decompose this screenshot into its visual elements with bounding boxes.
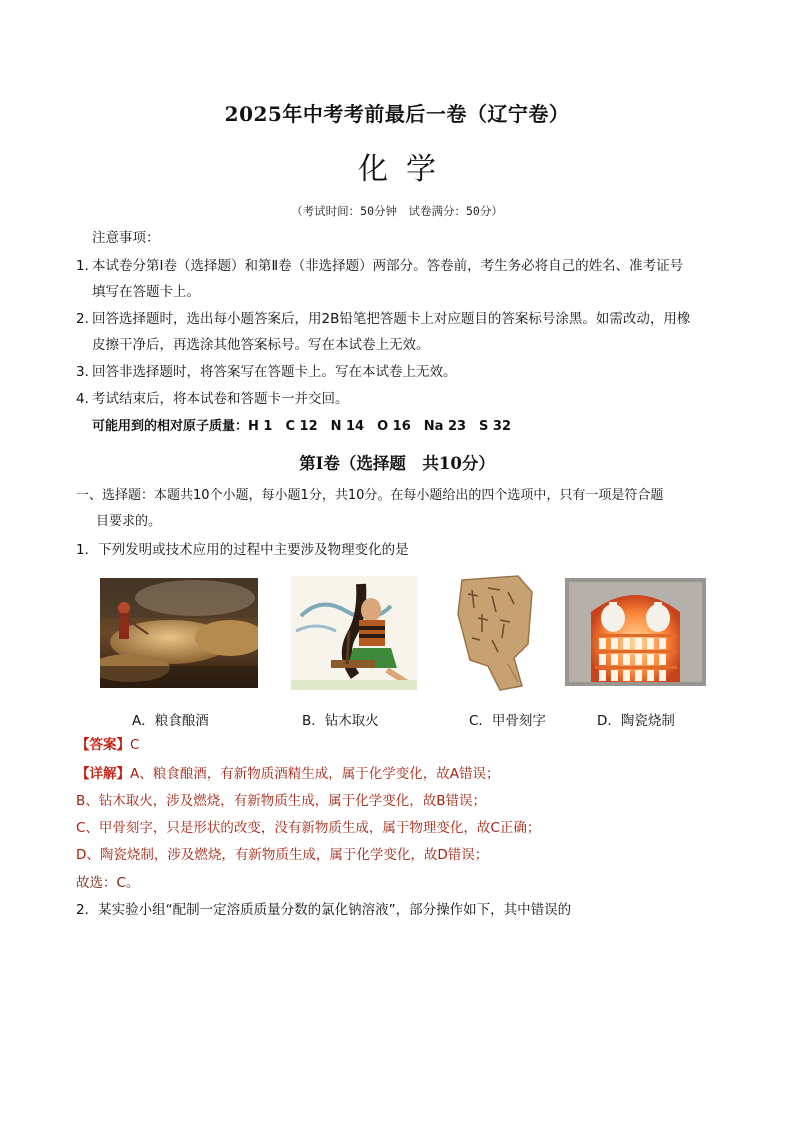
- explanation-line-d: D、陶瓷烧制，涉及燃烧，有新物质生成，属于化学变化，故D错误；: [76, 847, 489, 863]
- question-1-stem: 1．下列发明或技术应用的过程中主要涉及物理变化的是: [76, 542, 409, 558]
- answer-line: [76, 735, 139, 755]
- instruction-4: [76, 389, 349, 409]
- answer-label: 【答案】: [76, 737, 130, 753]
- instructions-heading: 注意事项：: [92, 230, 160, 246]
- instruction-1-continued: 填写在答题卡上。: [92, 284, 200, 300]
- exam-title: 2025年中考考前最后一卷（辽宁卷）: [224, 102, 570, 126]
- instruction-1: [76, 256, 683, 276]
- instruction-number: 4．: [76, 391, 99, 407]
- oracle-bone-carving-photo: [448, 574, 540, 694]
- option-a-label: A．粮食酿酒: [132, 713, 209, 729]
- explanation-label: 【详解】: [76, 766, 130, 782]
- ceramic-kiln-firing-photo: [565, 578, 706, 686]
- grain-wine-brewing-photo: [100, 578, 258, 688]
- option-c-label: C．甲骨刻字: [469, 713, 546, 729]
- instruction-number: 3．: [76, 364, 99, 380]
- section-intro: 一、选择题：本题共10个小题，每小题1分，共10分。在每小题给出的四个选项中，只有一项是符合题: [76, 488, 664, 503]
- instruction-3: [76, 362, 457, 382]
- instruction-2-continued: 皮擦干净后，再选涂其他答案标号。写在本试卷上无效。: [92, 337, 430, 353]
- explanation-line-a: [76, 764, 499, 784]
- option-d-label: D．陶瓷烧制: [597, 713, 675, 729]
- drilling-wood-for-fire-illustration: [291, 576, 417, 690]
- explanation-text: A、粮食酿酒，有新物质酒精生成，属于化学变化，故A错误；: [130, 766, 500, 782]
- instruction-text: 考试结束后，将本试卷和答题卡一并交回。: [92, 391, 349, 407]
- instruction-number: 1．: [76, 258, 99, 274]
- atomic-masses: 可能用到的相对原子质量：H 1 C 12 N 14 O 16 Na 23 S 32: [92, 419, 512, 434]
- subject-title: 化学: [358, 152, 454, 187]
- section-title: 第Ⅰ卷（选择题 共10分）: [299, 454, 495, 473]
- question-2-stem: 2．某实验小组“配制一定溶质质量分数的氯化钠溶液”，部分操作如下，其中错误的: [76, 902, 572, 918]
- answer-value: C: [130, 737, 140, 753]
- option-b-label: B．钻木取火: [302, 713, 379, 729]
- answer-conclusion: 故选：C。: [76, 875, 140, 891]
- section-intro-continued: 目要求的。: [96, 514, 162, 529]
- explanation-line-c: C、甲骨刻字，只是形状的改变，没有新物质生成，属于物理变化，故C正确；: [76, 820, 541, 836]
- instruction-text: 本试卷分第Ⅰ卷（选择题）和第Ⅱ卷（非选择题）两部分。答卷前，考生务必将自己的姓名、准考证号: [92, 258, 684, 274]
- instruction-text: 回答选择题时，选出每小题答案后，用2B铅笔把答题卡上对应题目的答案标号涂黑。如需改动，用橡: [92, 311, 691, 327]
- instruction-number: 2．: [76, 311, 99, 327]
- instruction-text: 回答非选择题时，将答案写在答题卡上。写在本试卷上无效。: [92, 364, 457, 380]
- instruction-2: [76, 309, 690, 329]
- exam-info: （考试时间：50分钟 试卷满分：50分）: [291, 204, 503, 218]
- explanation-line-b: B、钻木取火，涉及燃烧，有新物质生成，属于化学变化，故B错误；: [76, 793, 487, 809]
